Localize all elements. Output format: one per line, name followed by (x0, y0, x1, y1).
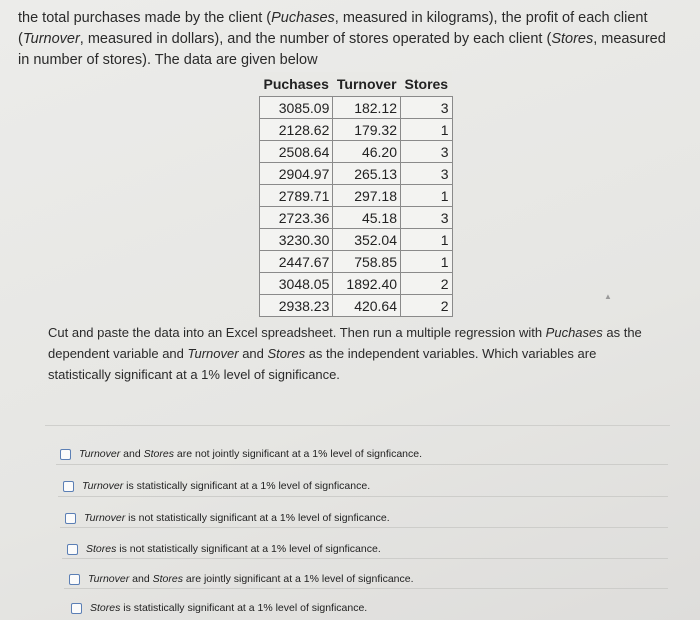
question-var-stores: Stores (267, 346, 306, 361)
cell-puchases: 2723.36 (260, 207, 333, 229)
checkbox-icon[interactable] (60, 449, 71, 460)
cell-stores: 3 (401, 163, 453, 185)
option-label: Turnover and Stores are not jointly significant at a 1% level of signficance. (79, 448, 423, 460)
cell-stores: 2 (401, 273, 453, 295)
option-checkbox-3[interactable] (65, 512, 390, 524)
option-label: Turnover and Stores are jointly significant at a 1% level of signficance. (88, 573, 414, 585)
table-row (260, 251, 453, 273)
question-text (48, 322, 648, 385)
option-label: Turnover is not statistically significant at a 1% level of signficance. (84, 512, 390, 524)
table-row (260, 185, 453, 207)
cell-puchases: 2128.62 (260, 119, 333, 141)
table-row (260, 207, 453, 229)
cell-puchases: 2508.64 (260, 141, 333, 163)
table-row (260, 119, 453, 141)
cell-turnover: 297.18 (333, 185, 401, 207)
cell-turnover: 352.04 (333, 229, 401, 251)
checkbox-icon[interactable] (71, 603, 82, 614)
question-text-3: and (238, 346, 268, 361)
cell-turnover: 758.85 (333, 251, 401, 273)
cell-stores: 1 (401, 251, 453, 273)
table-row (260, 163, 453, 185)
cell-stores: 1 (401, 229, 453, 251)
option-checkbox-4[interactable] (67, 543, 381, 555)
cell-turnover: 45.18 (333, 207, 401, 229)
option-label: Turnover is statistically significant at a 1% level of signficance. (82, 480, 371, 492)
cell-stores: 1 (401, 185, 453, 207)
question-text-2: as the dependent variable and (48, 325, 642, 361)
option-divider (64, 588, 668, 589)
question-text-1: Cut and paste the data into an Excel spreadsheet. Then run a multiple regression with (48, 325, 546, 340)
intro-var-puchases: Puchases (271, 10, 335, 26)
checkbox-icon[interactable] (65, 513, 76, 524)
cell-stores: 3 (401, 141, 453, 163)
cell-turnover: 46.20 (333, 141, 401, 163)
option-divider (60, 527, 668, 528)
question-var-turnover: Turnover (187, 346, 239, 361)
cell-turnover: 182.12 (333, 97, 401, 119)
cell-stores: 3 (401, 207, 453, 229)
cell-puchases: 3230.30 (260, 229, 333, 251)
table-row (260, 97, 453, 119)
options-divider (45, 425, 670, 426)
option-checkbox-1[interactable] (60, 448, 422, 460)
cell-puchases: 2938.23 (260, 295, 333, 317)
intro-paragraph (18, 8, 668, 71)
header-stores: Stores (401, 72, 453, 97)
intro-text-1: the total purchases made by the client ( (18, 10, 272, 26)
intro-var-turnover: Turnover (22, 31, 80, 47)
option-checkbox-2[interactable] (63, 480, 370, 492)
option-checkbox-5[interactable] (69, 573, 414, 585)
intro-text-3: , measured in dollars), and the number of stores operated by each client ( (79, 31, 552, 47)
cell-stores: 2 (401, 295, 453, 317)
option-label: Stores is statistically significant at a 1% level of signficance. (90, 602, 368, 614)
cell-puchases: 3048.05 (260, 273, 333, 295)
intro-var-stores: Stores (551, 31, 594, 47)
table-row (260, 141, 453, 163)
cell-puchases: 2789.71 (260, 185, 333, 207)
table-row (260, 295, 453, 317)
option-divider (58, 496, 668, 497)
cell-turnover: 179.32 (333, 119, 401, 141)
option-divider (56, 464, 668, 465)
table-header-row (260, 72, 453, 97)
cell-turnover: 420.64 (333, 295, 401, 317)
cell-puchases: 2447.67 (260, 251, 333, 273)
cell-turnover: 265.13 (333, 163, 401, 185)
header-puchases: Puchases (260, 72, 333, 97)
question-var-puchases: Puchases (545, 325, 603, 340)
option-label: Stores is not statistically significant at a 1% level of signficance. (86, 543, 381, 555)
checkbox-icon[interactable] (69, 574, 80, 585)
data-table (259, 72, 453, 317)
cell-stores: 3 (401, 97, 453, 119)
cell-stores: 1 (401, 119, 453, 141)
option-divider (62, 558, 668, 559)
table-row (260, 229, 453, 251)
header-turnover: Turnover (333, 72, 401, 97)
cell-puchases: 2904.97 (260, 163, 333, 185)
table-row (260, 273, 453, 295)
intro-text-4: , measured in number of stores). The data are given below (18, 31, 666, 68)
cursor-icon: ▲ (604, 292, 612, 301)
intro-text-2: , measured in kilograms), the profit of each client ( (18, 10, 648, 47)
cell-puchases: 3085.09 (260, 97, 333, 119)
question-text-4: as the independent variables. Which variables are statistically significant at a 1% level of significance. (48, 346, 597, 382)
checkbox-icon[interactable] (67, 544, 78, 555)
cell-turnover: 1892.40 (333, 273, 401, 295)
checkbox-icon[interactable] (63, 481, 74, 492)
option-checkbox-6[interactable] (71, 602, 367, 614)
